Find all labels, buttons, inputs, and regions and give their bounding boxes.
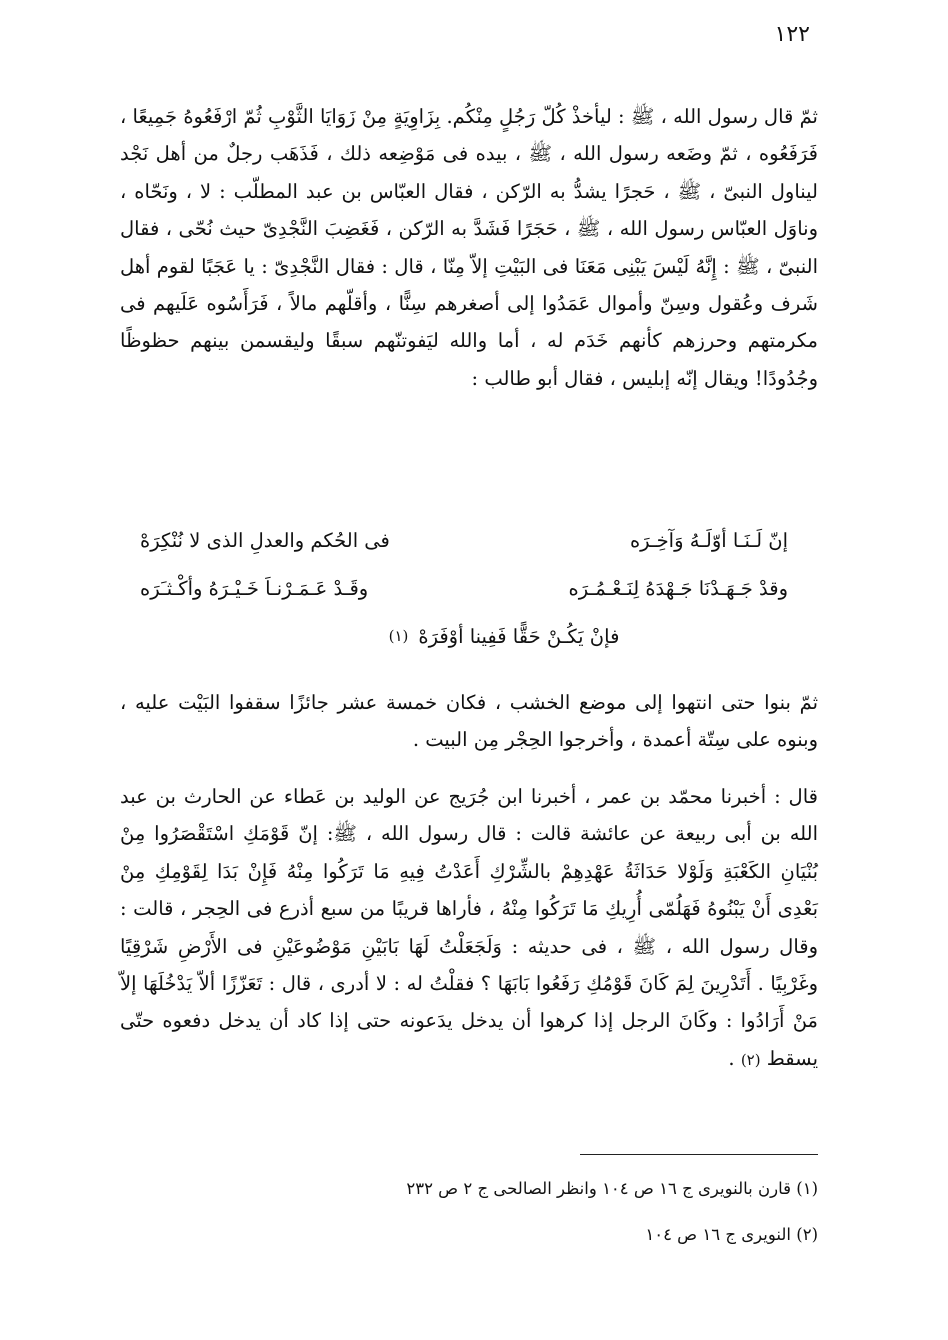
paragraph-3-container	[120, 778, 818, 1079]
paragraph-3-text: قال : أخبرنا محمّد بن عمر ، أخبرنا ابن جُرَيج عن الوليد بن عَطاء عن الحارث بن عبد الله بن أبى ربيعة عن عائشة قالت : قال رسول الله ، ﷺ: إنّ قَوْمَكِ اسْتَقْصَرُوا مِنْ بُنْيَانِ الكَعْبَةِ وَلَوْلا حَدَاثَةُ عَهْدِهِمْ بالشِّرْكِ أَعَدْتُ فِيهِ مَا تَرَكُوا مِنْهُ فَإِنْ بَدَا لِقَوْمِكِ مِنْ بَعْدِى أَنْ يَبْنُوهُ فَهَلُمّى أُرِيكِ مَا تَرَكُوا مِنْهُ ، فأراها قريبًا من سبع أذرع فى الحِجر ، قالت : وقال رسول الله ، ﷺ ، فى حديثه : وَلَجَعَلْتُ لَهَا بَابَيْنِ مَوْضُوعَيْنِ فى الأَرْضِ شَرْقِيًا وغَرْبِيًا . أَتَدْرِينَ لِمَ كَانَ قَوْمُكِ رَفَعُوا بَابَهَا ؟ فقلْتُ له : لا أدرى ، قال : تَعَزّزًا ألاّ يَدْخُلَهَا إلاّ مَنْ أَرَادُوا : وكَانَ الرجل إذا كرهوا أن يدخل يدَعونه حتى إذا كاد أن يدخل دفعوه حتّى يسقط	[120, 785, 818, 1070]
footnote-2: (٢) النويرى ج ١٦ ص ١٠٤	[645, 1225, 818, 1244]
paragraph-1-text: ثمّ قال رسول الله ، ﷺ : ليأخذْ كُلّ رَجُلٍ مِنْكُم. بِزَاوِيَةٍ مِنْ زَوَايَا الثَّوْبِ ثُمّ ارْفَعُوهُ جَمِيعًا ، فَرَفَعُوه ، ثمّ وضَعه رسول الله ، ﷺ ، بيده فى مَوْضِعه ذلك ، فَذَهَب رجلٌ من أهل نَجْد ليناول النبىّ ، ﷺ ، حَجرًا يشدُّ به الرّكن ، فقال العبّاس بن عبد المطلّب : لا ، ونَحّاه ، وناوَل العبّاس رسول الله ، ﷺ ، حَجَرًا فَشَدَّ به الرّكن ، فَغَضِبَ النَّجْدِىّ حيث نُحّى ، فقال النبىّ ، ﷺ : إِنَّهُ لَيْسَ يَبْنِى مَعَنَا فى البَيْتِ إلاّ مِنّا ، قال : فقال النَّجْدِىّ : يا عَجَبًا لقوم أهل شَرف وعُقول وسِنّ وأموال عَمَدُوا إلى أصغرهم سِنًّا ، وأقلّهم مالاً ، فَرَأَسُوه عَلَيهم فى مكرمتهم وحرزهم كأنهم خَدَم له ، أما والله ليَفوتنّهم سبقًا وليقسمن بينهم حظوظًا وجُدُودًا! ويقال إنّه إبليس ، فقال أبو طالب :	[120, 105, 818, 390]
poem-verse-2	[140, 564, 788, 612]
footnote-ref-2: (٢)	[740, 1050, 761, 1069]
page-number: ١٢٢	[774, 22, 810, 47]
footnote-1: (١) قارن بالنويرى ج ١٦ ص ١٠٤ وانظر الصالحى ج ٢ ص ٢٣٢	[406, 1179, 818, 1198]
paragraph-3	[120, 778, 818, 1079]
verse-2-second-hemistich: وقَـدْ عَـمَـرْنـاَ خَـيْـرَهُ وأكْـثـَرَه	[140, 576, 369, 600]
poem-verse-3	[140, 612, 788, 660]
footnotes	[120, 1166, 818, 1258]
paragraph-1	[120, 98, 818, 397]
paragraph-2-text: ثمّ بنوا حتى انتهوا إلى موضع الخشب ، فكان خمسة عشر جائزًا سقفوا البَيْت عليه ، وبنوه على سِتّة أعمدة ، وأخرجوا الحِجْر مِن البيت .	[120, 691, 818, 752]
poem-verse-1	[140, 516, 788, 564]
verse-3-first-hemistich: فإنْ يَكُـنْ حَقًّا فَفِينا أوْفَرَهْ	[418, 624, 620, 648]
footnote-separator	[580, 1154, 818, 1155]
verse-1-first-hemistich: إنّ لَـنَـا أوّلَـهُ وَآخِـرَه	[629, 528, 788, 552]
poem	[140, 516, 788, 660]
footnote-ref-1: (١)	[388, 627, 409, 645]
verse-1-second-hemistich: فى الحُكم والعدلِ الذى لا نُنْكِرَهْ	[140, 528, 390, 552]
paragraph-3-end: .	[728, 1046, 741, 1070]
paragraph-2	[120, 684, 818, 759]
verse-2-first-hemistich: وقدْ جَـهَـدْنَا جَـهْدَهُ لِنَـعْـمُـرَه	[568, 576, 788, 600]
